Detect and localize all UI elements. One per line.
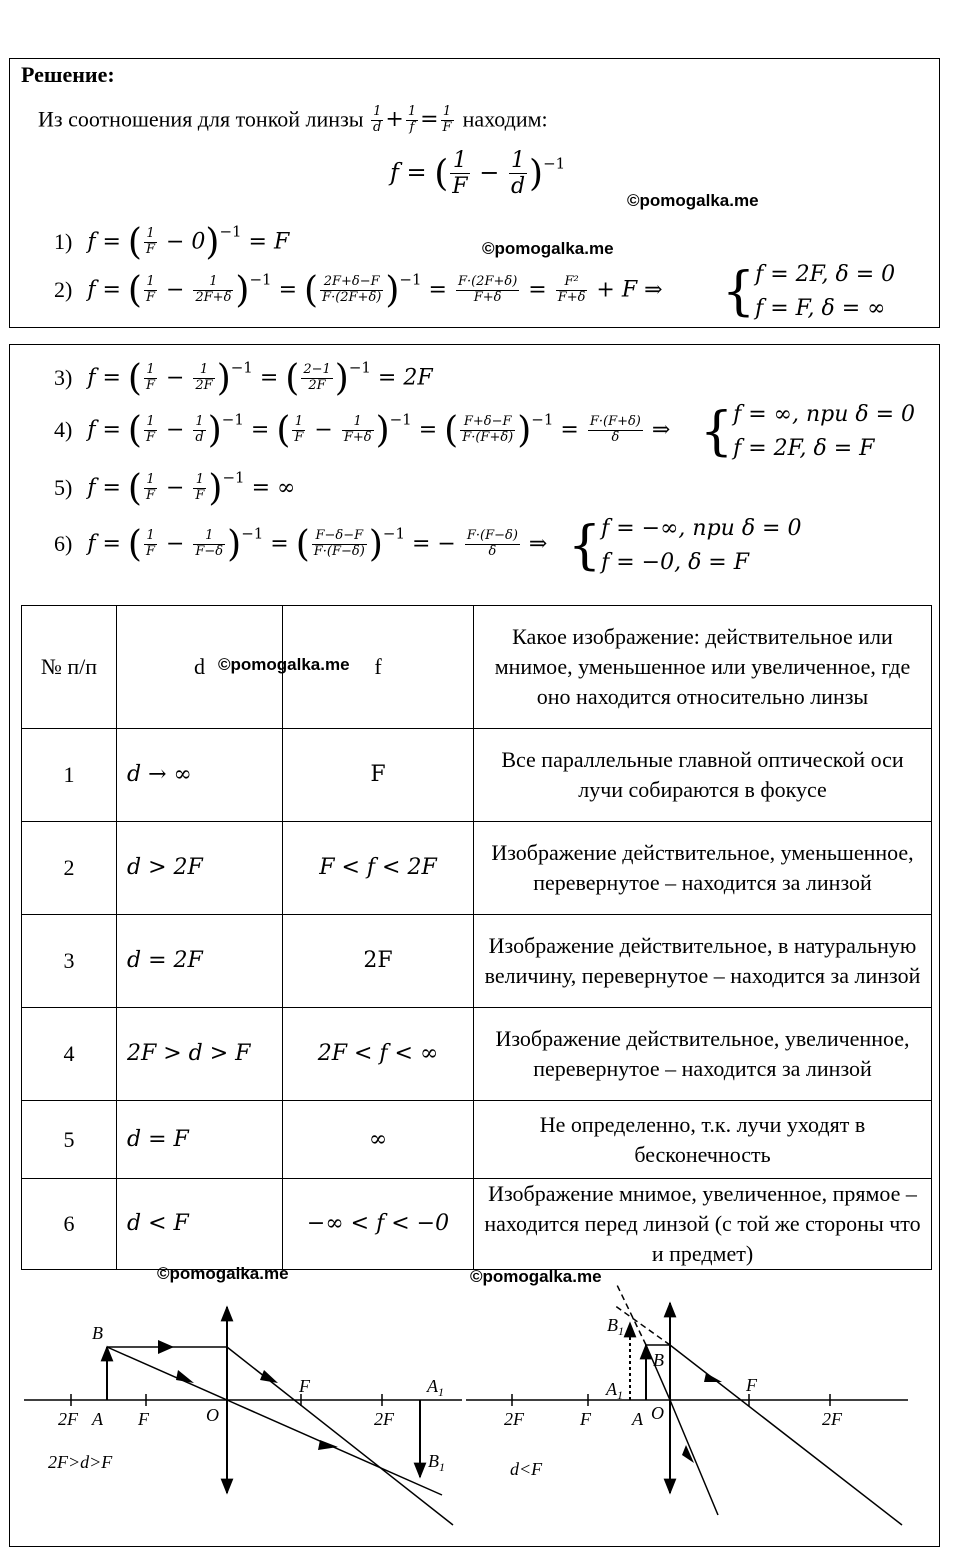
case-1: 1) f = ( $\frac{1}{F}$ − 0)$^{-1}$ = F [54, 222, 290, 263]
cell-description: Изображение действительное, в натуральную величину, перевернутое – находится за линзой [474, 915, 932, 1008]
label-A1: $A_1$ [427, 1376, 444, 1399]
main-formula: f = ( $\frac{1}{F}$ − $\frac{1}{d}$ )$^{-1}$ [390, 148, 566, 200]
label-A: A [632, 1409, 643, 1429]
cell-description: Не определенно, т.к. лучи уходят в бесконечность [474, 1101, 932, 1179]
case-6-results: { f = −∞, при δ = 0 f = −0, δ = F [568, 516, 802, 576]
watermark: ©pomogalka.me [218, 655, 350, 674]
label-B: B [92, 1323, 103, 1343]
label-F-right: F [746, 1375, 757, 1395]
table-row [22, 729, 932, 822]
cell-d: 2F > d > F [117, 1008, 283, 1101]
cell-f: F < f < 2F [283, 822, 474, 915]
ray-center [646, 1345, 718, 1515]
case-2: 2) f = ( $\frac{1}{F}$ − $\frac{1}{2F+\delta}$ )$^{-1}$ = ( $\frac{2F+\delta-F}{F\cdot(2F+\delta)}$ )$^{-1}$ = $\frac{F\cdot(2F+\delta)}{F+\delta}$ = $\frac{\text{F²}}{F+\delta}$ + F ⇒ [54, 270, 663, 311]
cell-description: Изображение действительное, уменьшенное, перевернутое – находится за линзой [474, 822, 932, 915]
case-4: 4) f = ( $\frac{1}{F}$ − $\frac{1}{d}$ )$^{-1}$ = ( $\frac{1}{F}$ − $\frac{1}{F+\delta}$ )$^{-1}$ = ( $\frac{F+\delta-F}{F\cdot(F+\delta)}$ )$^{-1}$ = $\frac{F\cdot(F+\delta)}{\delta}$ ⇒ [54, 410, 671, 451]
intro-after: находим: [462, 106, 548, 132]
cell-description: Изображение мнимое, увеличенное, прямое – находится перед линзой (с той же стороны что и предмет) [474, 1179, 932, 1270]
ray-diagram-left [18, 1285, 488, 1545]
cell-f: 2F [283, 915, 474, 1008]
cell-d: d > 2F [117, 822, 283, 915]
label-F-right: F [299, 1376, 310, 1396]
cell-description: Все параллельные главной оптической оси лучи собираются в фокусе [474, 729, 932, 822]
cell-number: 1 [22, 729, 117, 822]
header-image-type: Какое изображение: действительное или мнимое, уменьшенное или увеличенное, где оно находится относительно линзы [474, 606, 932, 729]
table-row [22, 915, 932, 1008]
watermark: ©pomogalka.me [482, 239, 614, 258]
case-3: 3) f = ( $\frac{1}{F}$ − $\frac{1}{2F}$ )$^{-1}$ = ( $\frac{2-1}{2F}$ )$^{-1}$ = 2F [54, 358, 433, 399]
label-F-left: F [580, 1409, 591, 1429]
watermark: ©pomogalka.me [627, 191, 759, 210]
table-row [22, 1101, 932, 1179]
intro-line [38, 105, 548, 136]
table-row [22, 822, 932, 915]
header-d: d [117, 606, 283, 729]
cell-description: Изображение действительное, увеличенное, перевернутое – находится за линзой [474, 1008, 932, 1101]
label-2F-left: 2F [504, 1409, 524, 1429]
cell-number: 4 [22, 1008, 117, 1101]
label-B1: $B_1$ [607, 1315, 624, 1338]
case-2-results: { f = 2F, δ = 0 f = F, δ = ∞ [722, 262, 896, 322]
table-header-row [22, 606, 932, 729]
condition-left: 2F>d>F [48, 1452, 113, 1472]
cell-d: d = 2F [117, 915, 283, 1008]
cell-f: ∞ [283, 1101, 474, 1179]
case-4-results: { f = ∞, при δ = 0 f = 2F, δ = F [700, 402, 916, 462]
solution-title: Решение: [21, 62, 115, 87]
label-B: B [653, 1350, 664, 1370]
results-table [21, 605, 932, 1270]
table-row [22, 1008, 932, 1101]
label-2F-right: 2F [374, 1409, 394, 1429]
cell-number: 6 [22, 1179, 117, 1270]
cell-d: d = F [117, 1101, 283, 1179]
ray-diagram-right [462, 1285, 922, 1545]
table-row [22, 1179, 932, 1270]
condition-right: d<F [510, 1459, 543, 1479]
cell-f: F [283, 729, 474, 822]
watermark: ©pomogalka.me [470, 1267, 602, 1286]
cell-f: −∞ < f < −0 [283, 1179, 474, 1270]
label-O: O [206, 1405, 219, 1425]
label-A: A [92, 1409, 103, 1429]
watermark: ©pomogalka.me [157, 1264, 289, 1283]
label-F-left: F [138, 1409, 149, 1429]
label-A1: $A_1$ [606, 1379, 623, 1402]
cell-d: d < F [117, 1179, 283, 1270]
label-B1: $B_1$ [428, 1451, 445, 1474]
cell-d: d → ∞ [117, 729, 283, 822]
intro-text: Из соотношения для тонкой линзы [38, 106, 364, 132]
thin-lens-formula: $\frac{1}{d}$ + $\frac{1}{f}$ = $\frac{1}{F}$ [373, 104, 452, 135]
cell-f: 2F < f < ∞ [283, 1008, 474, 1101]
case-5: 5) f = ( $\frac{1}{F}$ − $\frac{1}{F}$ )$^{-1}$ = ∞ [54, 468, 296, 509]
cell-number: 2 [22, 822, 117, 915]
cell-number: 5 [22, 1101, 117, 1179]
cell-number: 3 [22, 915, 117, 1008]
header-f: f [283, 606, 474, 729]
header-number: № п/п [22, 606, 117, 729]
label-2F-right: 2F [822, 1409, 842, 1429]
case-6: 6) f = ( $\frac{1}{F}$ − $\frac{1}{F-\delta}$ )$^{-1}$ = ( $\frac{F-\delta-F}{F\cdot(F-\delta)}$ )$^{-1}$ = − $\frac{F\cdot(F-\delta)}{\delta}$ ⇒ [54, 524, 548, 565]
ray-parallel [107, 1347, 453, 1525]
label-2F-left: 2F [58, 1409, 78, 1429]
label-O: O [651, 1403, 664, 1423]
